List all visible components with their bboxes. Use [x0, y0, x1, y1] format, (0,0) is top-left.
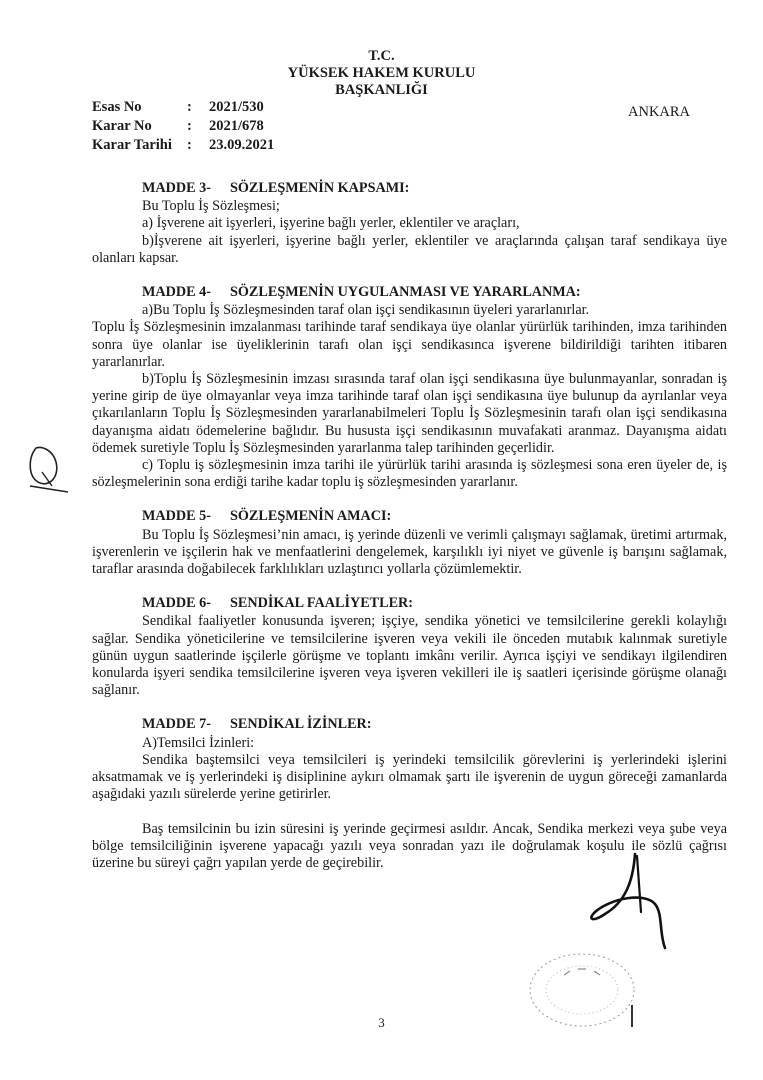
paragraph: b)Toplu İş Sözleşmesinin imzası sırasında taraf olan işçi sendikasına üye bulunmayanlar, sonradan iş yerine girip de üye olmayanlar veya imza tarihinde taraf olan işçi sendikasına üye bulunup da ayrılanlar veya çıkarılanların Toplu İş Sözleşmesinden yararlanabilmeleri Toplu İş Sözleşmesinin tarafı olan işçi sendikasına dayanışma aidatı ödemelerine bağlıdır. Bu hususta işçi sendikasının muvafakati aranmaz. Dayanışma aidatı ödemek suretiyle Toplu İş Sözleşmesinden yararlanma talep tarihinden geçerlidir. — [92, 371, 727, 456]
document-header — [0, 48, 763, 99]
document-body — [92, 180, 727, 889]
article-heading — [92, 595, 727, 612]
paragraph: Baş temsilcinin bu izin süresini iş yerinde geçirmesi asıldır. Ancak, Sendika merkezi veya şube veya bölge temsilciliğinin işverene yapacağı yazılı veya sonradan yazı ile doğrulamak koşulu ile sözlü çağrısı üzerine bu süreyi çağrı yapılan yerde de geçirebilir. — [92, 820, 727, 871]
article-title: SENDİKAL FAALİYETLER: — [230, 595, 414, 612]
paragraph: Sendikal faaliyetler konusunda işveren; işçiye, sendika yönetici ve temsilcilerine gerekli kolaylığı sağlar. Sendika yöneticilerine ve temsilcilerine işveren veya vekili ile önceden mutabık kalınmak suretiyle günün uygun saatlerinde işçilerle görüşme ve toplantı imkânı verilir. Ayrıca işçiyi ve sendikayı ilgilendiren konularda işyeri sendika temsilcilerine işveren veya işveren vekilleri ile iş saatleri içerisinde görüşme olanağı sağlanır. — [92, 613, 727, 699]
meta-label: Esas No — [92, 99, 142, 115]
article-number: MADDE 4- — [142, 284, 211, 301]
paragraph: c) Toplu iş sözleşmesinin imza tarihi ile yürürlük tarihi arasında iş sözleşmesi sona eren üyeler de, iş sözleşmelerinin sona erdiği tarihe kadar toplu iş sözleşmesinden yararlanır. — [92, 457, 727, 491]
case-meta — [92, 98, 274, 155]
article-title: SENDİKAL İZİNLER: — [230, 716, 372, 733]
article-heading — [92, 508, 727, 525]
article-number: MADDE 3- — [142, 180, 211, 196]
city-label: ANKARA — [628, 104, 691, 120]
article-heading — [92, 716, 727, 733]
header-line-tc: T.C. — [368, 48, 395, 64]
article-heading — [92, 284, 727, 301]
meta-colon: : — [187, 137, 192, 153]
meta-colon: : — [187, 99, 192, 115]
paragraph: Bu Toplu İş Sözleşmesi’nin amacı, iş yerinde düzenli ve verimli çalışmayı sağlamak, üretimi artırmak, işverenlerin ve işçilerin hak ve menfaatlerini dengelemek, karşılıklı iyi niyet ve güvenle iş barışını sağlamak, taraflar arasında doğabilecek farklılıkları uzlaştırıcı yollarla çözümlemektir. — [92, 526, 727, 578]
paragraph: a)Bu Toplu İş Sözleşmesinden taraf olan işçi sendikasının üyeleri yararlanırlar. — [142, 302, 590, 319]
meta-label: Karar No — [92, 118, 152, 134]
header-line-institution: YÜKSEK HAKEM KURULU — [287, 65, 476, 81]
meta-label: Karar Tarihi — [92, 137, 172, 153]
article-5 — [92, 508, 727, 578]
article-number: MADDE 7- — [142, 716, 211, 733]
article-heading — [92, 180, 727, 197]
article-3 — [92, 180, 727, 267]
article-title: SÖZLEŞMENİN AMACI: — [230, 508, 392, 525]
meta-row-karar — [92, 117, 274, 136]
meta-row-esas — [92, 98, 274, 117]
article-title: SÖZLEŞMENİN KAPSAMI: — [230, 180, 410, 196]
page-number: 3 — [378, 1015, 385, 1030]
article-7 — [92, 716, 727, 872]
article-number: MADDE 5- — [142, 508, 211, 525]
article-6 — [92, 595, 727, 699]
handwritten-margin-mark-icon — [22, 442, 72, 494]
paragraph: Toplu İş Sözleşmesinin imzalanması tarihinde taraf sendikaya üye olanlar yürürlük tarihinden, imza tarihinden sonra üye olanlar ise üyeliklerinin tarafı olan işçi sendikasınca işverene bildirildiği tarihten itibaren yararlanırlar. — [92, 319, 727, 370]
paragraph: Bu Toplu İş Sözleşmesi; — [142, 198, 280, 215]
paragraph: Sendika baştemsilci veya temsilcileri iş yerindeki temsilcilik görevlerini iş yerlerindeki işlerini aksatmamak ve iş yerlerindeki iş disiplinine aykırı olmamak şartı ile işverenin de uygun göreceği zamanlarda aşağıdaki yazılı sürelerde yerine getirirler. — [92, 751, 727, 803]
meta-value: 23.09.2021 — [209, 137, 275, 153]
meta-colon: : — [187, 118, 192, 134]
paragraph: b)İşverene ait işyerleri, işyerine bağlı yerler, eklentiler ve araçlarında çalışan taraf sendikaya üye olanları kapsar. — [92, 232, 727, 266]
meta-value: 2021/530 — [209, 99, 264, 115]
paragraph: a) İşverene ait işyerleri, işyerine bağlı yerler, eklentiler ve araçları, — [142, 215, 520, 232]
article-title: SÖZLEŞMENİN UYGULANMASI VE YARARLANMA: — [230, 284, 581, 301]
meta-value: 2021/678 — [209, 118, 264, 134]
header-line-presidency: BAŞKANLIĞI — [335, 82, 428, 98]
article-number: MADDE 6- — [142, 595, 211, 612]
meta-row-karar-tarihi — [92, 136, 274, 155]
paragraph: A)Temsilci İzinleri: — [142, 734, 255, 751]
handwritten-signature-icon — [575, 852, 685, 952]
article-4 — [92, 284, 727, 491]
